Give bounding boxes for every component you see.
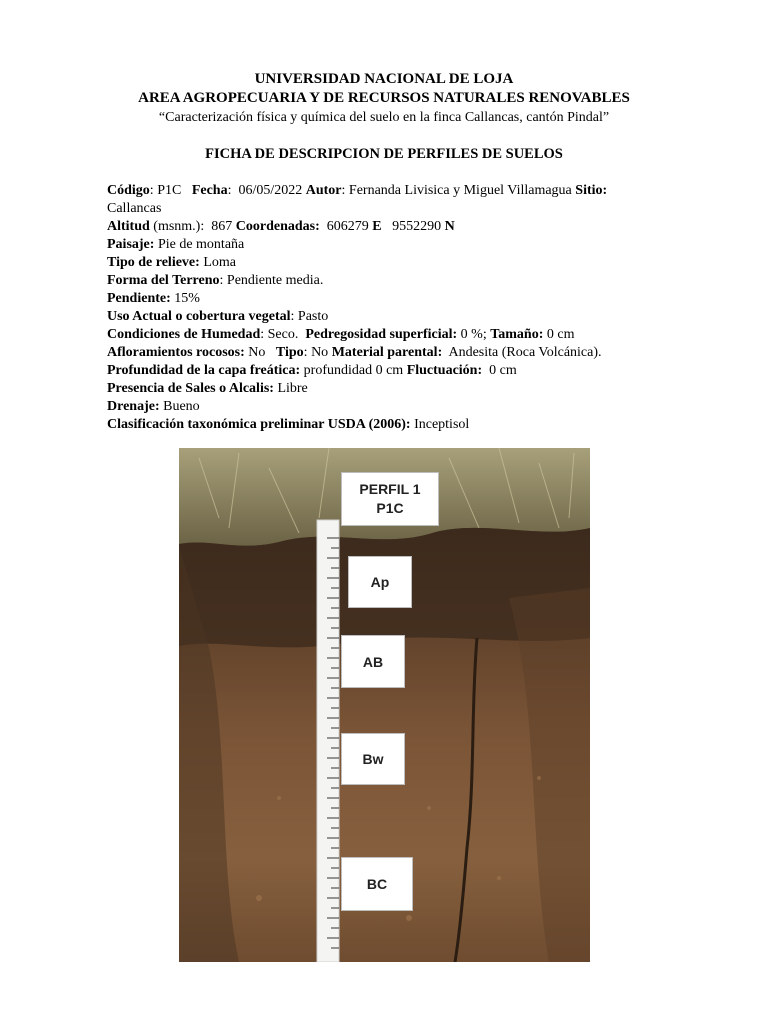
perfil-line2: P1C [376,500,404,516]
fluctuacion-label: Fluctuación: [406,363,483,378]
field-row-forma: Forma del Terreno: Pendiente media. [107,273,324,288]
autor-value: Fernanda Livisica y Miguel Villamagua [348,183,572,198]
coord-e-value: 606279 [326,219,369,234]
ficha-title: FICHA DE DESCRIPCION DE PERFILES DE SUELOS [205,146,563,162]
codigo-label: Código [107,183,150,198]
pendiente-value: 15% [174,291,200,306]
horizon-ab-text: AB [362,653,384,670]
forma-value: Pendiente media. [226,273,324,288]
field-row-uso: Uso Actual o cobertura vegetal: Pasto [107,309,329,324]
field-row-relieve [107,254,667,272]
clasificacion-value: Inceptisol [414,417,470,432]
field-row-pendiente [107,290,667,308]
horizon-bw-text: Bw [362,751,384,767]
fluctuacion-value: 0 cm [489,363,517,378]
uso-value: Pasto [297,309,329,324]
afloramientos-label: Afloramientos rocosos: [107,345,245,360]
horizon-label-ap [348,556,412,608]
altitud-unit: (msnm.): [153,219,205,234]
field-row-freatica [107,362,667,380]
area-name: AREA AGROPECUARIA Y DE RECURSOS NATURALES RENOVABLES [138,90,630,106]
forma-label: Forma del Terreno [107,273,220,288]
freatica-label: Profundidad de la capa freática: [107,363,301,378]
field-row-humedad: Condiciones de Humedad: Seco. Pedregosidad superficial: 0 %; Tamaño: 0 cm [107,327,575,342]
coordenadas-label: Coordenadas: [235,219,320,234]
field-row-sitio [107,200,667,218]
material-label: Material parental: [331,345,443,360]
field-row-clasificacion [107,416,667,434]
paisaje-value: Pie de montaña [157,237,245,252]
relieve-label: Tipo de relieve: [107,255,200,270]
afloramientos-value: No [248,345,266,360]
field-row-afloramientos: Afloramientos rocosos: No Tipo: No Material parental: Andesita (Roca Volcánica). [107,345,602,360]
sales-label: Presencia de Sales o Alcalis: [107,381,274,396]
drenaje-label: Drenaje: [107,399,160,414]
sitio-value: Callancas [107,201,162,216]
fecha-value: 06/05/2022 [238,183,303,198]
project-title: “Caracterización física y química del suelo en la finca Callancas, cantón Pindal” [158,110,610,125]
perfil-line1: PERFIL 1 [359,481,421,497]
horizon-label-ab [341,635,405,688]
university-name: UNIVERSIDAD NACIONAL DE LOJA [254,71,514,87]
pedregosidad-value: 0 %; [460,327,487,342]
field-row-altitud [107,218,667,236]
humedad-value: Seco. [267,327,299,342]
uso-label: Uso Actual o cobertura vegetal [107,309,291,324]
field-row-paisaje [107,236,667,254]
pendiente-label: Pendiente: [107,291,171,306]
fecha-label: Fecha [191,183,228,198]
tamano-label: Tamaño: [490,327,544,342]
document-header [0,70,768,127]
sales-value: Libre [277,381,308,396]
n-label: N [444,219,455,234]
relieve-value: Loma [203,255,236,270]
field-row-codigo: Código: P1C Fecha: 06/05/2022 Autor: Fernanda Livisica y Miguel Villamagua Sitio: [107,183,608,198]
humedad-label: Condiciones de Humedad [107,327,261,342]
profile-fields [107,182,667,434]
altitud-value: 867 [211,219,233,234]
horizon-ap-text: Ap [370,574,390,590]
paisaje-label: Paisaje: [107,237,155,252]
e-label: E [372,219,382,234]
tipo-label: Tipo [275,345,304,360]
drenaje-value: Bueno [163,399,200,414]
horizon-label-bc [341,857,413,911]
freatica-value: profundidad 0 cm [303,363,404,378]
sitio-label: Sitio: [575,183,608,198]
tipo-value: No [311,345,329,360]
horizon-bc-text: BC [366,876,388,892]
material-value: Andesita (Roca Volcánica). [448,345,602,360]
soil-profile-photo [179,448,590,962]
codigo-value: P1C [157,183,182,198]
perfil-label-box [341,472,439,526]
clasificacion-label: Clasificación taxonómica preliminar USDA (2006): [107,417,411,432]
measuring-tape [317,520,339,962]
coord-n-value: 9552290 [392,219,442,234]
autor-label: Autor [305,183,342,198]
pedregosidad-label: Pedregosidad superficial: [305,327,458,342]
tamano-value: 0 cm [546,327,575,342]
horizon-label-bw [341,733,405,785]
field-row-drenaje [107,398,667,416]
altitud-label: Altitud [107,219,150,234]
field-row-sales [107,380,667,398]
